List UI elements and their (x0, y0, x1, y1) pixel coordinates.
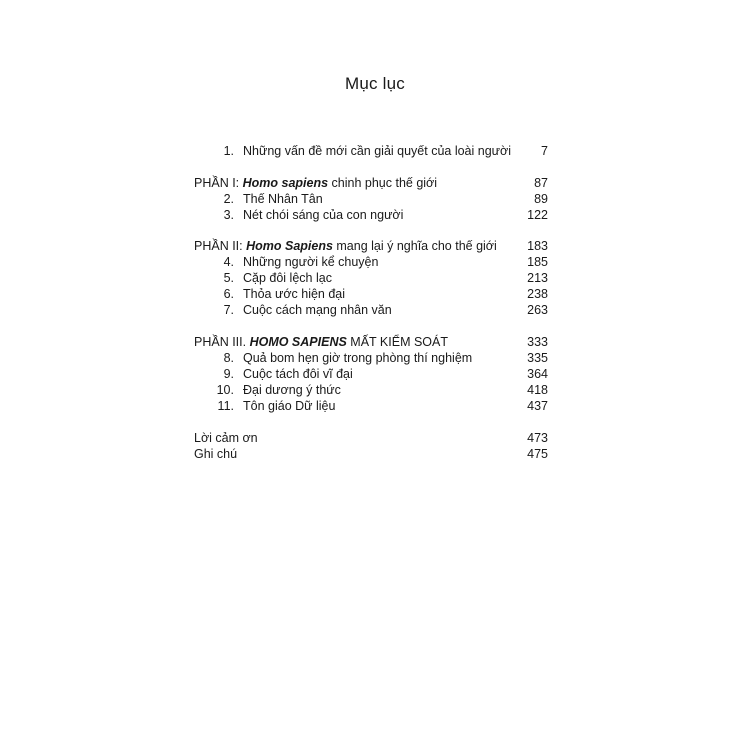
chapter-number: 11. (217, 399, 234, 413)
toc-part-row[interactable] (194, 334, 548, 350)
entry-title: Thế Nhân Tân (243, 192, 323, 206)
part-title (194, 175, 437, 191)
part-label: PHẦN II: (194, 239, 247, 253)
part-emphasis: HOMO SAPIENS (249, 335, 347, 349)
toc-entry-row[interactable] (194, 207, 548, 223)
page-number: 87 (534, 176, 548, 190)
chapter-number: 7. (223, 303, 234, 317)
chapter-number: 5. (223, 271, 234, 285)
page-number: 185 (527, 255, 548, 269)
chapter-number: 6. (223, 287, 234, 301)
page-number: 333 (527, 335, 548, 349)
entry-title: Nét chói sáng của con người (243, 208, 404, 222)
page-number: 364 (527, 367, 548, 381)
entry-title: Cuộc tách đôi vĩ đại (243, 367, 353, 381)
entry-title: Lời cảm ơn (194, 431, 258, 445)
page-number: 183 (527, 239, 548, 253)
toc-entry-row[interactable] (194, 366, 548, 382)
page-number: 437 (527, 399, 548, 413)
toc-entry-row[interactable] (194, 398, 548, 414)
part-emphasis: Homo Sapiens (246, 239, 333, 253)
entry-title: Quả bom hẹn giờ trong phòng thí nghiệm (243, 351, 473, 365)
chapter-number: 10. (216, 383, 234, 397)
page-number: 263 (527, 303, 548, 317)
chapter-number: 4. (223, 255, 234, 269)
entry-title: Cuộc cách mạng nhân văn (243, 303, 392, 317)
page-number: 418 (527, 383, 548, 397)
part-title (194, 334, 448, 350)
page-number: 122 (527, 208, 548, 222)
chapter-number: 2. (223, 192, 234, 206)
toc-part-row[interactable] (194, 238, 548, 254)
page-title: Mục lục (345, 74, 405, 93)
toc-entry-row[interactable] (194, 270, 548, 286)
toc-entry-row[interactable] (194, 191, 548, 207)
chapter-number: 9. (223, 367, 234, 381)
page-number: 473 (527, 431, 548, 445)
part-label: PHẦN III. (194, 335, 250, 349)
part-rest: mang lại ý nghĩa cho thế giới (332, 239, 497, 253)
chapter-number: 3. (223, 208, 234, 222)
chapter-number: 8. (223, 351, 234, 365)
toc-entry-row[interactable] (194, 143, 548, 159)
entry-title: Thỏa ước hiện đại (243, 287, 346, 301)
page-number: 335 (527, 351, 548, 365)
page-number: 213 (527, 271, 548, 285)
toc-entry-row[interactable] (194, 286, 548, 302)
page-number: 238 (527, 287, 548, 301)
page-number: 475 (527, 447, 548, 461)
part-rest: chinh phục thế giới (328, 176, 438, 190)
part-rest: MẤT KIỂM SOÁT (346, 335, 448, 349)
part-label: PHẦN I: (194, 176, 243, 190)
chapter-number: 1. (223, 144, 234, 158)
toc-entry-row[interactable] (194, 350, 548, 366)
part-title (194, 238, 497, 254)
toc-entry-row[interactable] (194, 430, 548, 446)
entry-title: Đại dương ý thức (243, 383, 341, 397)
toc-entry-row[interactable] (194, 446, 548, 462)
entry-title: Những vấn đề mới cần giải quyết của loài người (243, 144, 511, 158)
page-number: 89 (534, 192, 548, 206)
entry-title: Những người kể chuyện (243, 255, 379, 269)
toc-entry-row[interactable] (194, 382, 548, 398)
part-emphasis: Homo sapiens (242, 176, 329, 190)
toc-entry-row[interactable] (194, 302, 548, 318)
entry-title: Ghi chú (194, 447, 238, 461)
entry-title: Tôn giáo Dữ liệu (243, 399, 336, 413)
toc-entry-row[interactable] (194, 254, 548, 270)
page-number: 7 (541, 144, 548, 158)
toc-part-row[interactable] (194, 175, 548, 191)
entry-title: Cặp đôi lệch lạc (243, 271, 332, 285)
